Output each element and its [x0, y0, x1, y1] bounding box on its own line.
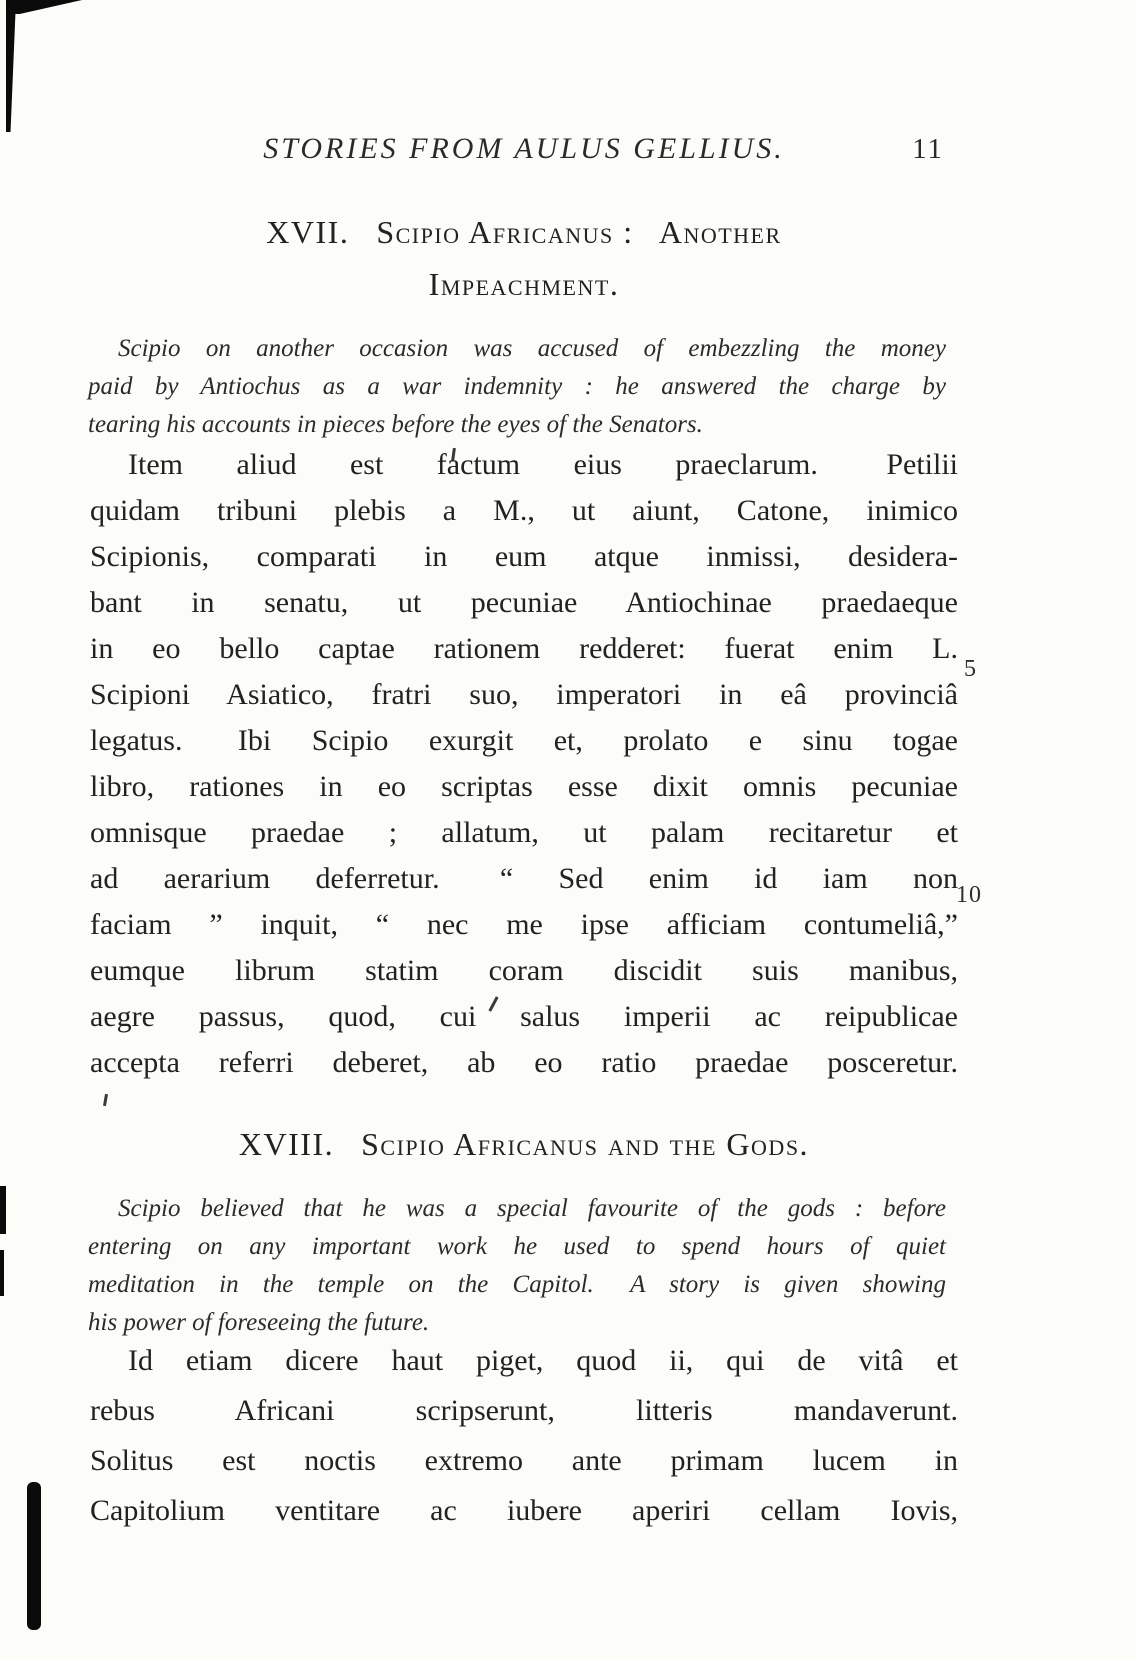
summary-line: entering on any important work he used to spend hours of quiet: [88, 1233, 946, 1260]
body-line: bant in senatu, ut pecuniae Antiochinae praedaeque: [90, 586, 958, 619]
scan-speck: [103, 1094, 108, 1106]
body-line: accepta referri deberet, ab eo ratio praedae posceretur.: [90, 1046, 958, 1079]
page-number: 11: [912, 133, 944, 165]
body-line: omnisque praedae ; allatum, ut palam recitaretur et: [90, 816, 958, 849]
running-head: [90, 132, 958, 172]
section-xvii-summary: [88, 330, 946, 444]
body-line: Capitolium ventitare ac iubere aperiri cellam Iovis,: [90, 1494, 958, 1527]
section-xvii-heading-line2: Impeachment.: [428, 266, 620, 302]
body-line: libro, rationes in eo scriptas esse dixit omnis pecuniae: [90, 770, 958, 803]
body-line: ad aerarium deferretur. “ Sed enim id iam non: [90, 862, 958, 895]
scan-artifact-left-edge-1: [0, 1186, 6, 1234]
scan-artifact-corner-wedge: [6, 0, 82, 14]
summary-line: meditation in the temple on the Capitol. A story is given showing: [88, 1271, 946, 1298]
section-xviii-heading-line1: XVIII. Scipio Africanus and the Gods.: [238, 1126, 810, 1162]
body-line: Scipionis, comparati in eum atque inmissi, desidera-: [90, 540, 958, 573]
section-xviii-heading: [90, 1118, 958, 1170]
summary-line: Scipio on another occasion was accused of embezzling the money: [118, 335, 946, 362]
body-line: legatus. Ibi Scipio exurgit et, prolato e sinu togae: [90, 724, 958, 757]
scan-artifact-corner-streak: [6, 0, 16, 132]
body-line: faciam ” inquit, “ nec me ipse afficiam contumeliâ,”: [90, 908, 958, 941]
summary-line: paid by Antiochus as a war indemnity : he answered the charge by: [88, 373, 946, 400]
body-line: Id etiam dicere haut piget, quod ii, qui de vitâ et: [128, 1344, 958, 1377]
body-line: aegre passus, quod, cui salus imperii ac reipublicae: [90, 1000, 958, 1033]
body-line: Solitus est noctis extremo ante primam lucem in: [90, 1444, 958, 1477]
body-line: in eo bello captae rationem redderet: fuerat enim L.: [90, 632, 958, 665]
margin-line-number-10: 10: [956, 882, 982, 908]
summary-line: Scipio believed that he was a special favourite of the gods : before: [118, 1195, 946, 1222]
body-line: Item aliud est factum eius praeclarum. Petilii: [128, 448, 958, 481]
body-line: Scipioni Asiatico, fratri suo, imperatori in eâ provinciâ: [90, 678, 958, 711]
section-xviii-summary: [88, 1190, 946, 1342]
summary-line: his power of foreseeing the future.: [88, 1309, 430, 1336]
section-xviii-body: [90, 1336, 958, 1536]
margin-line-number-5: 5: [964, 656, 977, 682]
section-xvii-body: [90, 442, 958, 1086]
body-line: eumque librum statim coram discidit suis manibus,: [90, 954, 958, 987]
summary-line: tearing his accounts in pieces before the eyes of the Senators.: [88, 411, 703, 438]
scan-artifact-left-edge-2: [0, 1250, 4, 1296]
scan-artifact-bottom-bar: [27, 1482, 41, 1630]
body-line: quidam tribuni plebis a M., ut aiunt, Catone, inimico: [90, 494, 958, 527]
body-line: rebus Africani scripserunt, litteris mandaverunt.: [90, 1394, 958, 1427]
running-header-title: STORIES FROM AULUS GELLIUS.: [263, 132, 785, 165]
section-xvii-heading-line1: XVII. Scipio Africanus : Another: [266, 214, 782, 250]
section-xvii-heading: [90, 206, 958, 310]
